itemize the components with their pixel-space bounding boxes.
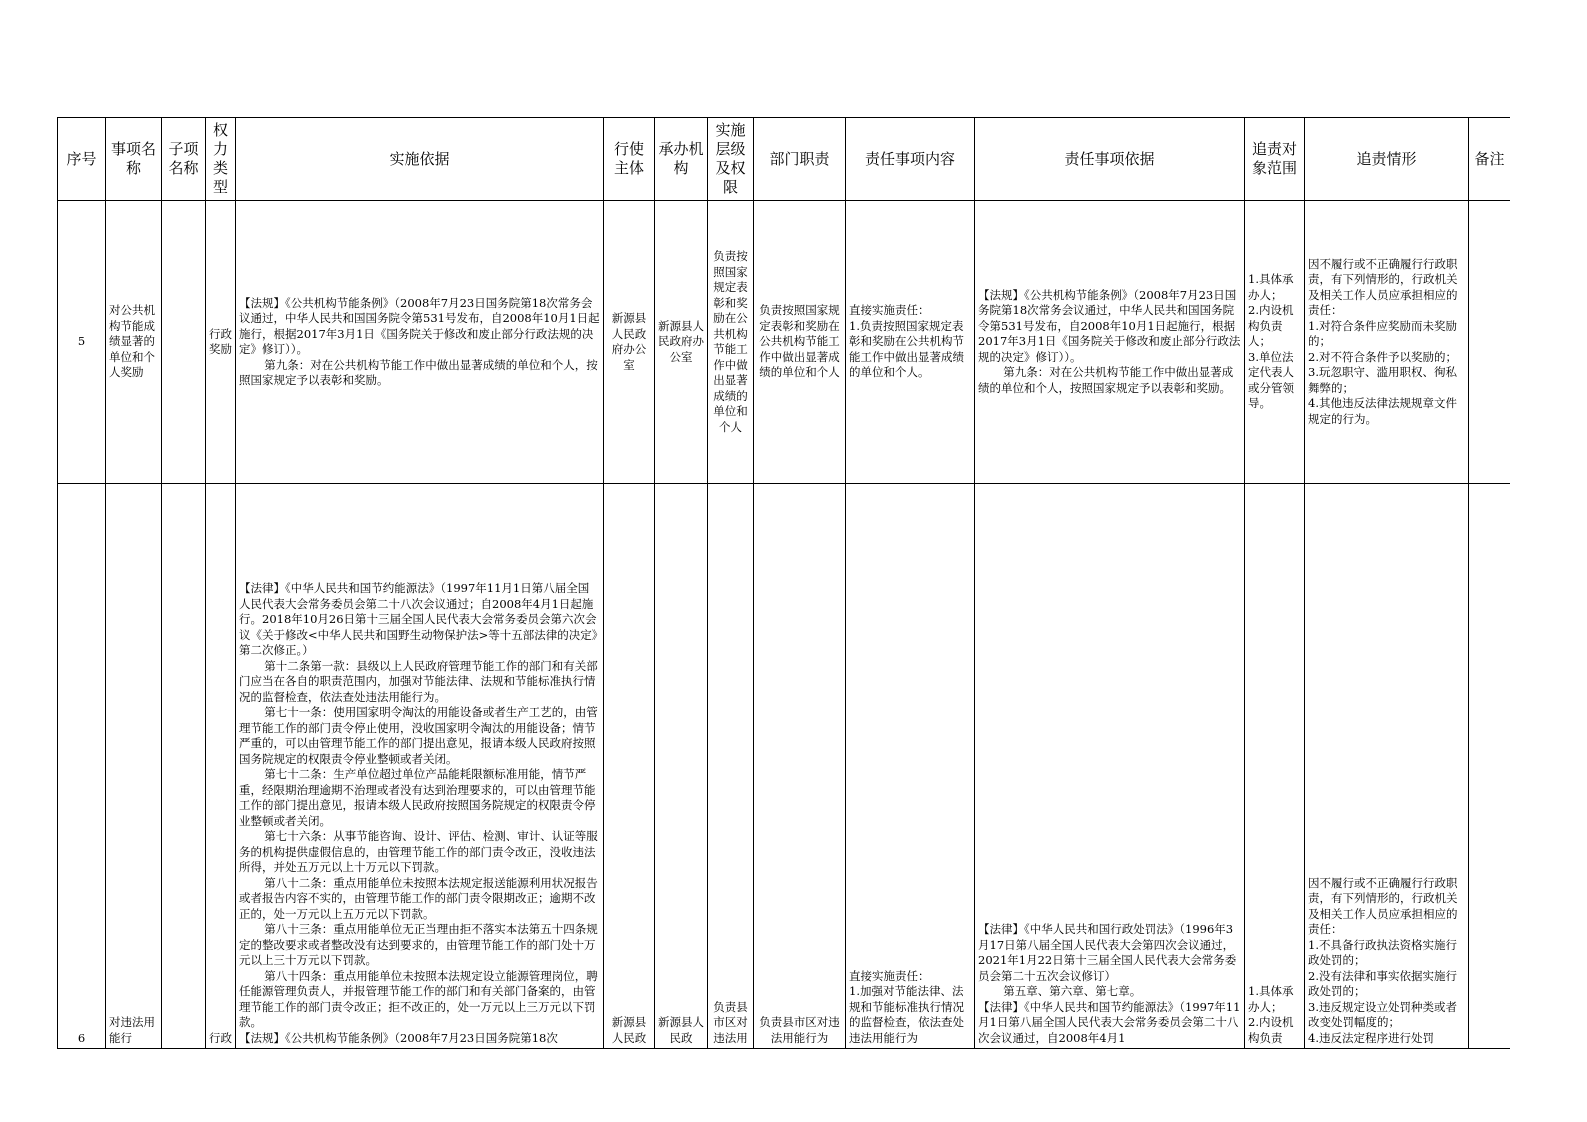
item-name-cell: 对违法用能行	[106, 484, 162, 1049]
table-row	[58, 484, 1511, 1049]
header-cell: 承办机构	[655, 118, 708, 201]
resp-basis-paragraph: 【法规】《公共机构节能条例》（2008年7月23日国务院第18次常务会议通过，中华人民共和国国务院令第531号发布，自2008年10月1日起施行，根据2017年3月1日《国务院关于修改和废止部分行政法规的决定》修订））。	[978, 287, 1241, 364]
basis-paragraph: 【法规】《公共机构节能条例》（2008年7月23日国务院第18次	[239, 1030, 558, 1045]
power-type-cell: 行政	[206, 484, 236, 1049]
basis-paragraph: 第八十二条：重点用能单位未按照本法规定报送能源利用状况报告或者报告内容不实的，由管理节能工作的部门责令限期改正；逾期不改正的，处一万元以上五万元以下罚款。	[239, 875, 598, 921]
basis-paragraph: 第十二条第一款：县级以上人民政府管理节能工作的部门和有关部门应当在各自的职责范围内，加强对节能法律、法规和节能标准执行情况的监督检查，依法查处违法用能行为。	[239, 658, 598, 704]
duty-cell: 负责县市区对违法用能行为	[754, 484, 846, 1049]
subject-cell: 新源县人民政府办公室	[604, 201, 655, 484]
resp-basis-paragraph: 【法律】《中华人民共和国行政处罚法》（1996年3月17日第八届全国人民代表大会第四次会议通过，2021年1月22日第十三届全国人民代表大会常务委员会第二十五次会议修订）	[978, 922, 1237, 983]
basis-paragraph: 第九条：对在公共机构节能工作中做出显著成绩的单位和个人，按照国家规定予以表彰和奖励。	[239, 357, 598, 387]
subject-cell: 新源县人民政	[604, 484, 655, 1049]
remark-cell	[1469, 201, 1511, 484]
basis-cell	[236, 201, 604, 484]
scope-cell: 1.具体承办人； 2.内设机构负责	[1245, 484, 1305, 1049]
duty-cell: 负责按照国家规定表彰和奖励在公共机构节能工作中做出显著成绩的单位和个人	[754, 201, 846, 484]
header-cell: 实施层级及权限	[708, 118, 754, 201]
header-cell: 追责情形	[1305, 118, 1469, 201]
header-cell: 实施依据	[236, 118, 604, 201]
agency-cell: 新源县人民政府办公室	[655, 201, 708, 484]
sub-name-cell	[162, 201, 206, 484]
resp-basis-cell	[975, 484, 1245, 1049]
seq-cell: 5	[58, 201, 106, 484]
basis-cell	[236, 484, 604, 1049]
basis-paragraph: 【法规】《公共机构节能条例》（2008年7月23日国务院第18次常务会议通过，中华人民共和国国务院令第531号发布，自2008年10月1日起施行，根据2017年3月1日《国务院关于修改和废止部分行政法规的决定》修订））。	[239, 295, 600, 356]
header-cell: 行使主体	[604, 118, 655, 201]
level-cell: 负责县市区对违法用	[708, 484, 754, 1049]
spreadsheet-sheet	[57, 117, 1510, 1122]
header-row	[58, 118, 1511, 201]
resp-content-cell: 直接实施责任： 1.负责按照国家规定表彰和奖励在公共机构节能工作中做出显著成绩的单位和个人。	[846, 201, 975, 484]
item-name-cell: 对公共机构节能成绩显著的单位和个人奖励	[106, 201, 162, 484]
basis-paragraph: 【法律】《中华人民共和国节约能源法》（1997年11月1日第八届全国人民代表大会常务委员会第二十八次会议通过；自2008年4月1日起施行。2018年10月26日第十三届全国人民代表大会常务委员会第六次会议《关于修改<中华人民共和国野生动物保护法>等十五部法律的决定》第二次修正。）	[239, 581, 598, 657]
resp-basis-paragraph: 【法律】《中华人民共和国节约能源法》（1997年11月1日第八届全国人民代表大会常务委员会第二十八次会议通过，自2008年4月1	[978, 999, 1241, 1045]
resp-basis-paragraph: 第九条：对在公共机构节能工作中做出显著成绩的单位和个人，按照国家规定予以表彰和奖励。	[978, 365, 1234, 395]
power-list-table	[57, 117, 1510, 1049]
resp-basis-paragraph: 第五章、第六章、第七章。	[1003, 984, 1142, 998]
situations-cell: 因不履行或不正确履行行政职责，有下列情形的，行政机关及相关工作人员应承担相应的责任： 1.对符合条件应奖励而未奖励的； 2.对不符合条件予以奖励的； 3.玩忽职守、滥用职权、徇私舞弊的； 4.其他违反法律法规规章文件规定的行为。	[1305, 201, 1469, 484]
basis-paragraph: 第七十六条：从事节能咨询、设计、评估、检测、审计、认证等服务的机构提供虚假信息的，由管理节能工作的部门责令改正，没收违法所得，并处五万元以上十万元以下罚款。	[239, 829, 598, 874]
header-cell: 序号	[58, 118, 106, 201]
resp-content-cell: 直接实施责任： 1.加强对节能法律、法规和节能标准执行情况的监督检查，依法查处违法用能行为	[846, 484, 975, 1049]
header-cell: 责任事项依据	[975, 118, 1245, 201]
header-cell: 事项名称	[106, 118, 162, 201]
basis-paragraph: 第七十二条：生产单位超过单位产品能耗限额标准用能，情节严重，经限期治理逾期不治理或者没有达到治理要求的，可以由管理节能工作的部门提出意见，报请本级人民政府按照国务院规定的权限责令停业整顿或者关闭。	[239, 767, 596, 828]
header-cell: 子项名称	[162, 118, 206, 201]
seq-cell: 6	[58, 484, 106, 1049]
basis-paragraph: 第八十三条：重点用能单位无正当理由拒不落实本法第五十四条规定的整改要求或者整改没有达到要求的，由管理节能工作的部门处十万元以上三十万元以下罚款。	[239, 922, 598, 967]
sub-name-cell	[162, 484, 206, 1049]
header-cell: 权力类型	[206, 118, 236, 201]
level-cell: 负责按照国家规定表彰和奖励在公共机构节能工作中做出显著成绩的单位和个人	[708, 201, 754, 484]
header-cell: 责任事项内容	[846, 118, 975, 201]
power-type-cell: 行政奖励	[206, 201, 236, 484]
header-cell: 备注	[1469, 118, 1511, 201]
remark-cell	[1469, 484, 1511, 1049]
agency-cell: 新源县人民政	[655, 484, 708, 1049]
basis-paragraph: 第八十四条：重点用能单位未按照本法规定设立能源管理岗位，聘任能源管理负责人，并报管理节能工作的部门和有关部门备案的，由管理节能工作的部门责令改正；拒不改正的，处一万元以上三万元以下罚款。	[239, 968, 598, 1029]
situations-cell: 因不履行或不正确履行行政职责，有下列情形的，行政机关及相关工作人员应承担相应的责任： 1.不具备行政执法资格实施行政处罚的； 2.没有法律和事实依据实施行政处罚的； 3.违反规定设立处罚种类或者改变处罚幅度的； 4.违反法定程序进行处罚	[1305, 484, 1469, 1049]
resp-basis-cell	[975, 201, 1245, 484]
table-row	[58, 201, 1511, 484]
scope-cell: 1.具体承办人； 2.内设机构负责人； 3.单位法定代表人或分管领导。	[1245, 201, 1305, 484]
header-cell: 追责对象范围	[1245, 118, 1305, 201]
header-cell: 部门职责	[754, 118, 846, 201]
basis-paragraph: 第七十一条：使用国家明令淘汰的用能设备或者生产工艺的，由管理节能工作的部门责令停止使用，没收国家明令淘汰的用能设备；情节严重的，可以由管理节能工作的部门提出意见，报请本级人民政府按照国务院规定的权限责令停业整顿或者关闭。	[239, 705, 598, 766]
